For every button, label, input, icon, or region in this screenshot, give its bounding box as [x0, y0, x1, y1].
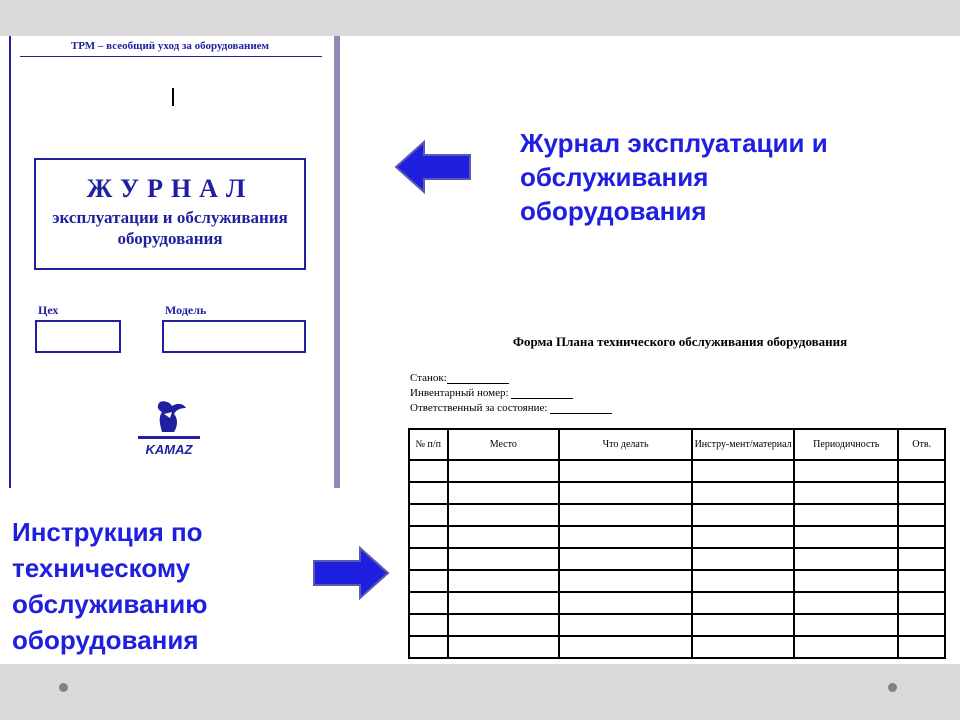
text-cursor — [172, 88, 174, 106]
table-cell — [409, 636, 448, 658]
table-row — [409, 482, 945, 504]
col-number: № п/п — [409, 429, 448, 460]
table-cell — [692, 614, 794, 636]
bottom-band — [0, 664, 960, 720]
cover-header-rule — [20, 56, 322, 57]
table-cell — [559, 636, 692, 658]
model-label: Модель — [165, 303, 207, 317]
table-cell — [409, 504, 448, 526]
responsible-label: Ответственный за состояние: — [410, 402, 548, 414]
table-cell — [794, 614, 898, 636]
table-cell — [559, 570, 692, 592]
journal-subtitle-line1: эксплуатации и обслуживания — [52, 208, 288, 227]
table-cell — [409, 460, 448, 482]
table-cell — [409, 548, 448, 570]
table-cell — [898, 548, 945, 570]
table-cell — [794, 570, 898, 592]
table-cell — [794, 636, 898, 658]
inventory-field — [410, 386, 573, 399]
top-band — [0, 0, 960, 36]
cover-right-border — [334, 36, 340, 488]
table-cell — [448, 548, 560, 570]
table-cell — [559, 548, 692, 570]
table-cell — [448, 614, 560, 636]
table-cell — [692, 482, 794, 504]
table-row — [409, 636, 945, 658]
table-row — [409, 614, 945, 636]
model-field — [162, 320, 306, 353]
journal-caption: Журнал эксплуатации и обслуживания оборудования — [520, 128, 828, 226]
instruction-caption: Инструкция по техническому обслуживанию оборудования — [12, 517, 208, 655]
journal-subtitle-line2: оборудования — [117, 229, 223, 248]
table-row — [409, 526, 945, 548]
table-cell — [794, 504, 898, 526]
table-cell — [559, 504, 692, 526]
table-row — [409, 460, 945, 482]
arrow-right-icon — [310, 546, 390, 600]
table-cell — [559, 614, 692, 636]
machine-field — [410, 371, 509, 384]
table-cell — [409, 592, 448, 614]
plan-table — [408, 428, 946, 659]
shop-field — [35, 320, 121, 353]
logo-underline — [138, 436, 200, 439]
plan-table-body — [409, 460, 945, 658]
table-row — [409, 570, 945, 592]
col-place: Место — [448, 429, 560, 460]
table-row — [409, 592, 945, 614]
journal-title: ЖУРНАЛ — [86, 174, 254, 203]
table-cell — [448, 504, 560, 526]
right-dot — [888, 683, 897, 692]
cover-left-border — [9, 36, 11, 488]
machine-label: Станок: — [410, 372, 447, 384]
table-cell — [794, 548, 898, 570]
table-cell — [409, 570, 448, 592]
machine-blank — [447, 371, 509, 384]
table-cell — [692, 592, 794, 614]
table-cell — [448, 460, 560, 482]
table-cell — [898, 570, 945, 592]
table-cell — [559, 592, 692, 614]
table-cell — [898, 460, 945, 482]
table-cell — [409, 482, 448, 504]
table-cell — [898, 592, 945, 614]
table-cell — [794, 592, 898, 614]
table-cell — [448, 482, 560, 504]
table-cell — [448, 526, 560, 548]
table-cell — [898, 504, 945, 526]
table-header-row — [409, 429, 945, 460]
responsible-blank — [550, 401, 612, 414]
arrow-left-icon — [394, 140, 474, 194]
inventory-blank — [511, 386, 573, 399]
table-cell — [692, 636, 794, 658]
col-tool: Инстру-мент/материал — [692, 429, 794, 460]
left-dot — [59, 683, 68, 692]
form-title: Форма Плана технического обслуживания оборудования — [512, 334, 848, 349]
table-cell — [794, 460, 898, 482]
table-cell — [898, 636, 945, 658]
shop-label: Цех — [38, 303, 59, 317]
kamaz-logo-icon — [148, 396, 188, 434]
table-cell — [448, 636, 560, 658]
table-cell — [692, 548, 794, 570]
table-cell — [898, 526, 945, 548]
table-cell — [692, 460, 794, 482]
col-task: Что делать — [559, 429, 692, 460]
table-cell — [559, 460, 692, 482]
table-cell — [559, 526, 692, 548]
table-row — [409, 548, 945, 570]
table-cell — [692, 526, 794, 548]
slide-title-fragment — [488, 30, 708, 40]
col-responsible: Отв. — [898, 429, 945, 460]
logo-text: KAMAZ — [145, 442, 193, 457]
table-cell — [898, 614, 945, 636]
table-cell — [448, 592, 560, 614]
table-cell — [794, 482, 898, 504]
table-cell — [559, 482, 692, 504]
table-cell — [794, 526, 898, 548]
table-cell — [409, 526, 448, 548]
table-cell — [692, 570, 794, 592]
cover-header: ТРМ – всеобщий уход за оборудованием — [70, 40, 270, 52]
inventory-label: Инвентарный номер: — [410, 387, 509, 399]
table-cell — [898, 482, 945, 504]
table-row — [409, 504, 945, 526]
table-cell — [448, 570, 560, 592]
table-cell — [409, 614, 448, 636]
responsible-field — [410, 401, 612, 414]
col-period: Периодичность — [794, 429, 898, 460]
table-cell — [692, 504, 794, 526]
